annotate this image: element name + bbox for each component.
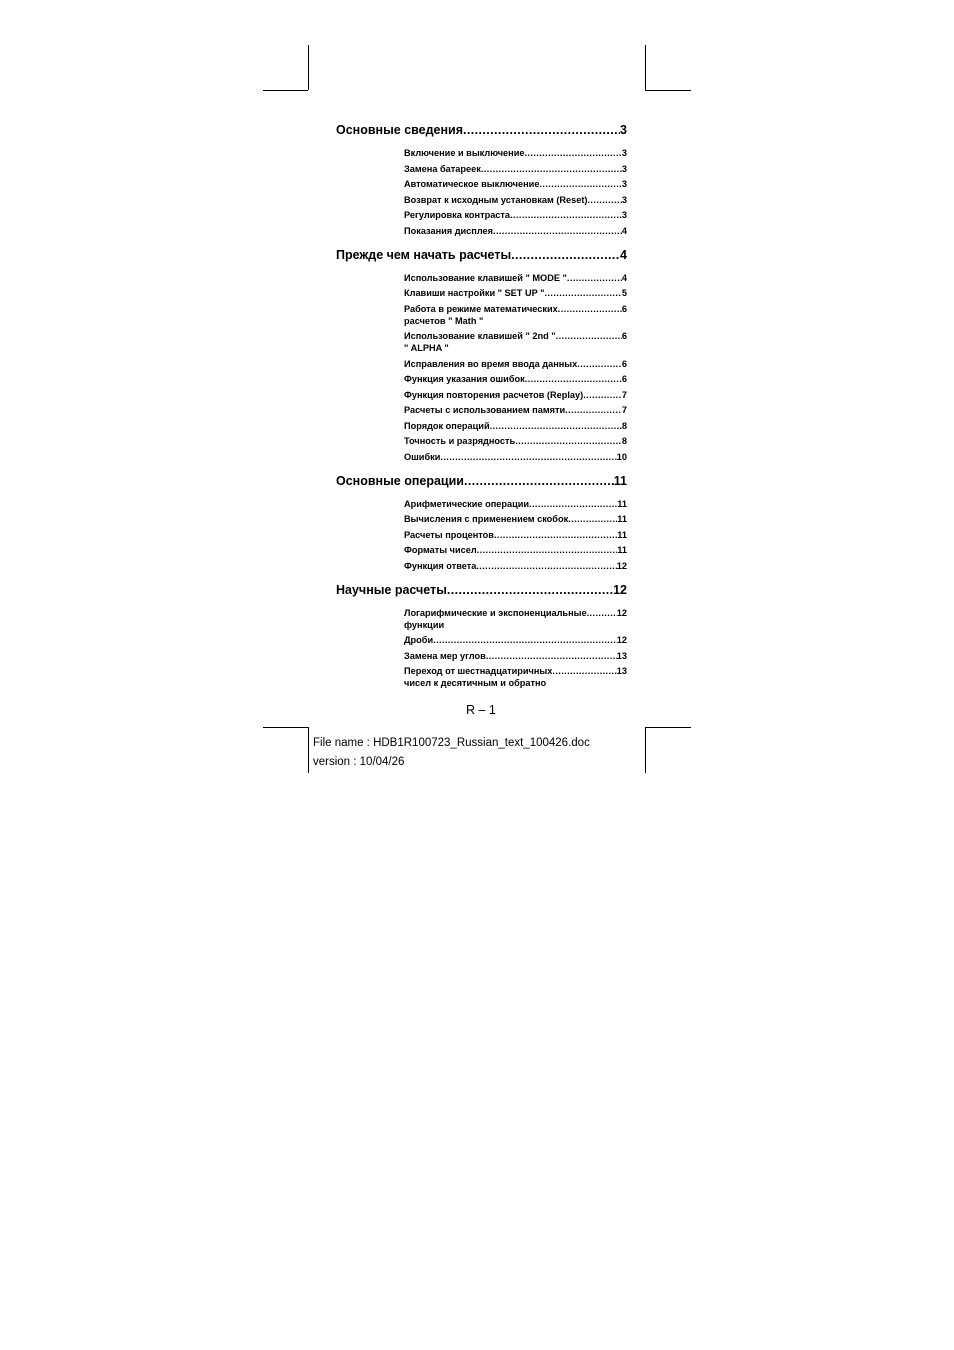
- crop-mark: [308, 45, 309, 90]
- toc-item[interactable]: [404, 451, 627, 463]
- toc-page-number: 5: [621, 288, 627, 298]
- footer-version: version : 10/04/26: [313, 756, 405, 768]
- toc-item[interactable]: [404, 498, 627, 510]
- leader-dots: [515, 435, 622, 447]
- leader-dots: [463, 122, 620, 138]
- toc-item-title: Функция указания ошибок: [404, 374, 525, 384]
- toc-item-title: Использование клавишей " 2nd " " ALPHA ": [404, 331, 556, 353]
- toc-item[interactable]: [404, 303, 627, 327]
- toc-item-title: Порядок операций: [404, 420, 490, 431]
- leader-dots: [577, 358, 622, 370]
- toc-item[interactable]: [404, 607, 627, 631]
- toc-item-title: Функция ответа: [404, 560, 477, 571]
- toc-page-number: 13: [616, 650, 627, 661]
- leader-dots: [544, 287, 621, 299]
- toc-item-title: Регулировка контраста: [404, 210, 511, 220]
- toc-item-title: Точность и разрядность: [404, 436, 516, 446]
- toc-item[interactable]: [404, 358, 627, 370]
- crop-mark: [263, 727, 308, 728]
- toc-item[interactable]: [404, 330, 627, 354]
- toc-page-number: 11: [617, 498, 627, 509]
- toc-page-number: 6: [621, 358, 627, 369]
- toc-page-number: 3: [621, 194, 627, 205]
- toc-item[interactable]: [404, 420, 627, 432]
- crop-mark: [263, 90, 308, 91]
- toc-page-number: 8: [621, 436, 627, 446]
- toc-item-title: Замена батареек: [404, 163, 481, 174]
- leader-dots: [481, 163, 622, 175]
- toc-item[interactable]: [404, 373, 627, 385]
- leader-dots: [568, 513, 617, 525]
- toc-item[interactable]: [404, 194, 627, 206]
- toc-item[interactable]: [404, 178, 627, 190]
- toc-item[interactable]: [404, 272, 627, 284]
- leader-dots: [494, 529, 617, 541]
- toc-page-number: 7: [621, 389, 627, 400]
- leader-dots: [464, 473, 614, 489]
- toc-section[interactable]: [336, 122, 627, 138]
- toc-item[interactable]: [404, 209, 627, 221]
- crop-mark: [645, 727, 691, 728]
- toc-section[interactable]: [336, 582, 627, 598]
- toc-item[interactable]: [404, 634, 627, 646]
- toc-page-number: 12: [616, 635, 627, 645]
- toc-item-title: Ошибки: [404, 451, 441, 462]
- toc-item-title: Вычисления с применением скобок: [404, 514, 569, 524]
- toc-item-title: Работа в режиме математических расчетов " Math ": [404, 303, 558, 326]
- toc-item[interactable]: [404, 665, 627, 689]
- leader-dots: [552, 665, 616, 677]
- toc-item-title: Исправления во время ввода данных: [404, 358, 578, 369]
- leader-dots: [525, 373, 622, 385]
- toc-item[interactable]: [404, 147, 627, 159]
- footer-file-name: File name : HDB1R100723_Russian_text_100426.doc: [313, 737, 590, 749]
- toc-page-number: 8: [621, 420, 627, 431]
- toc-page-number: 12: [613, 582, 627, 597]
- toc-item-title: Арифметические операции: [404, 498, 530, 509]
- leader-dots: [524, 147, 621, 159]
- toc-item[interactable]: [404, 163, 627, 175]
- leader-dots: [510, 209, 622, 221]
- toc-item[interactable]: [404, 650, 627, 662]
- leader-dots: [558, 303, 622, 315]
- toc-page-number: 4: [621, 272, 627, 283]
- leader-dots: [493, 225, 622, 237]
- toc-item[interactable]: [404, 225, 627, 237]
- toc-item[interactable]: [404, 389, 627, 401]
- leader-dots: [539, 178, 621, 190]
- toc-item-title: Показания дисплея: [404, 225, 494, 236]
- toc-item[interactable]: [404, 513, 627, 525]
- leader-dots: [440, 451, 616, 463]
- toc-item-title: Использование клавишей " MODE ": [404, 272, 567, 283]
- toc-page-number: 3: [621, 148, 627, 158]
- toc-page-number: 6: [621, 331, 627, 341]
- leader-dots: [490, 420, 622, 432]
- toc-item-title: Форматы чисел: [404, 545, 477, 555]
- leader-dots: [476, 560, 616, 572]
- toc-section-title: Основные операции: [336, 473, 464, 488]
- toc-item[interactable]: [404, 560, 627, 572]
- toc-page-number: 12: [616, 607, 627, 618]
- crop-mark: [645, 90, 691, 91]
- toc-item[interactable]: [404, 435, 627, 447]
- toc-section[interactable]: [336, 473, 627, 489]
- table-of-contents: [336, 122, 627, 693]
- leader-dots: [486, 650, 617, 662]
- leader-dots: [556, 330, 622, 342]
- leader-dots: [587, 607, 617, 619]
- toc-section[interactable]: [336, 247, 627, 263]
- toc-section-title: Прежде чем начать расчеты: [336, 247, 512, 262]
- toc-item-title: Дроби: [404, 635, 434, 645]
- toc-page-number: 3: [621, 179, 627, 189]
- toc-page-number: 4: [620, 247, 627, 262]
- toc-page-number: 3: [620, 123, 627, 137]
- leader-dots: [477, 544, 618, 556]
- page-number: R – 1: [466, 703, 496, 717]
- leader-dots: [583, 389, 622, 401]
- toc-item[interactable]: [404, 287, 627, 299]
- toc-page-number: 10: [616, 451, 627, 462]
- toc-section-title: Основные сведения: [336, 123, 464, 137]
- leader-dots: [565, 404, 622, 416]
- toc-item[interactable]: [404, 529, 627, 541]
- leader-dots: [529, 498, 617, 510]
- crop-mark: [645, 727, 646, 773]
- toc-item-title: Замена мер углов: [404, 650, 486, 661]
- toc-item[interactable]: [404, 544, 627, 556]
- toc-item-title: Возврат к исходным установкам (Reset): [404, 194, 588, 205]
- toc-item-title: Расчеты процентов: [404, 529, 494, 540]
- toc-page-number: 3: [621, 210, 627, 220]
- toc-item-title: Расчеты с использованием памяти: [404, 405, 566, 415]
- toc-section-title: Научные расчеты: [336, 582, 447, 597]
- toc-page-number: 6: [621, 374, 627, 384]
- toc-item-title: Логарифмические и экспоненциальные функции: [404, 607, 587, 630]
- toc-item-title: Клавиши настройки " SET UP ": [404, 288, 545, 298]
- crop-mark: [645, 45, 646, 90]
- toc-item[interactable]: [404, 404, 627, 416]
- toc-item-title: Автоматическое выключение: [404, 179, 540, 189]
- toc-page-number: 11: [613, 473, 627, 488]
- toc-page-number: 11: [617, 545, 627, 555]
- toc-page-number: 13: [616, 666, 627, 676]
- leader-dots: [511, 247, 620, 263]
- toc-page-number: 12: [616, 560, 627, 571]
- toc-item-title: Функция повторения расчетов (Replay): [404, 389, 584, 400]
- toc-page-number: 6: [621, 303, 627, 314]
- leader-dots: [567, 272, 622, 284]
- leader-dots: [587, 194, 621, 206]
- leader-dots: [433, 634, 617, 646]
- toc-page-number: 7: [621, 405, 627, 415]
- toc-page-number: 11: [617, 514, 627, 524]
- leader-dots: [447, 582, 613, 598]
- toc-item-title: Включение и выключение: [404, 148, 525, 158]
- crop-mark: [308, 727, 309, 773]
- toc-page-number: 4: [621, 225, 627, 236]
- toc-page-number: 11: [617, 529, 627, 540]
- toc-item-title: Переход от шестнадцатиричных чисел к десятичным и обратно: [404, 666, 553, 688]
- toc-page-number: 3: [621, 163, 627, 174]
